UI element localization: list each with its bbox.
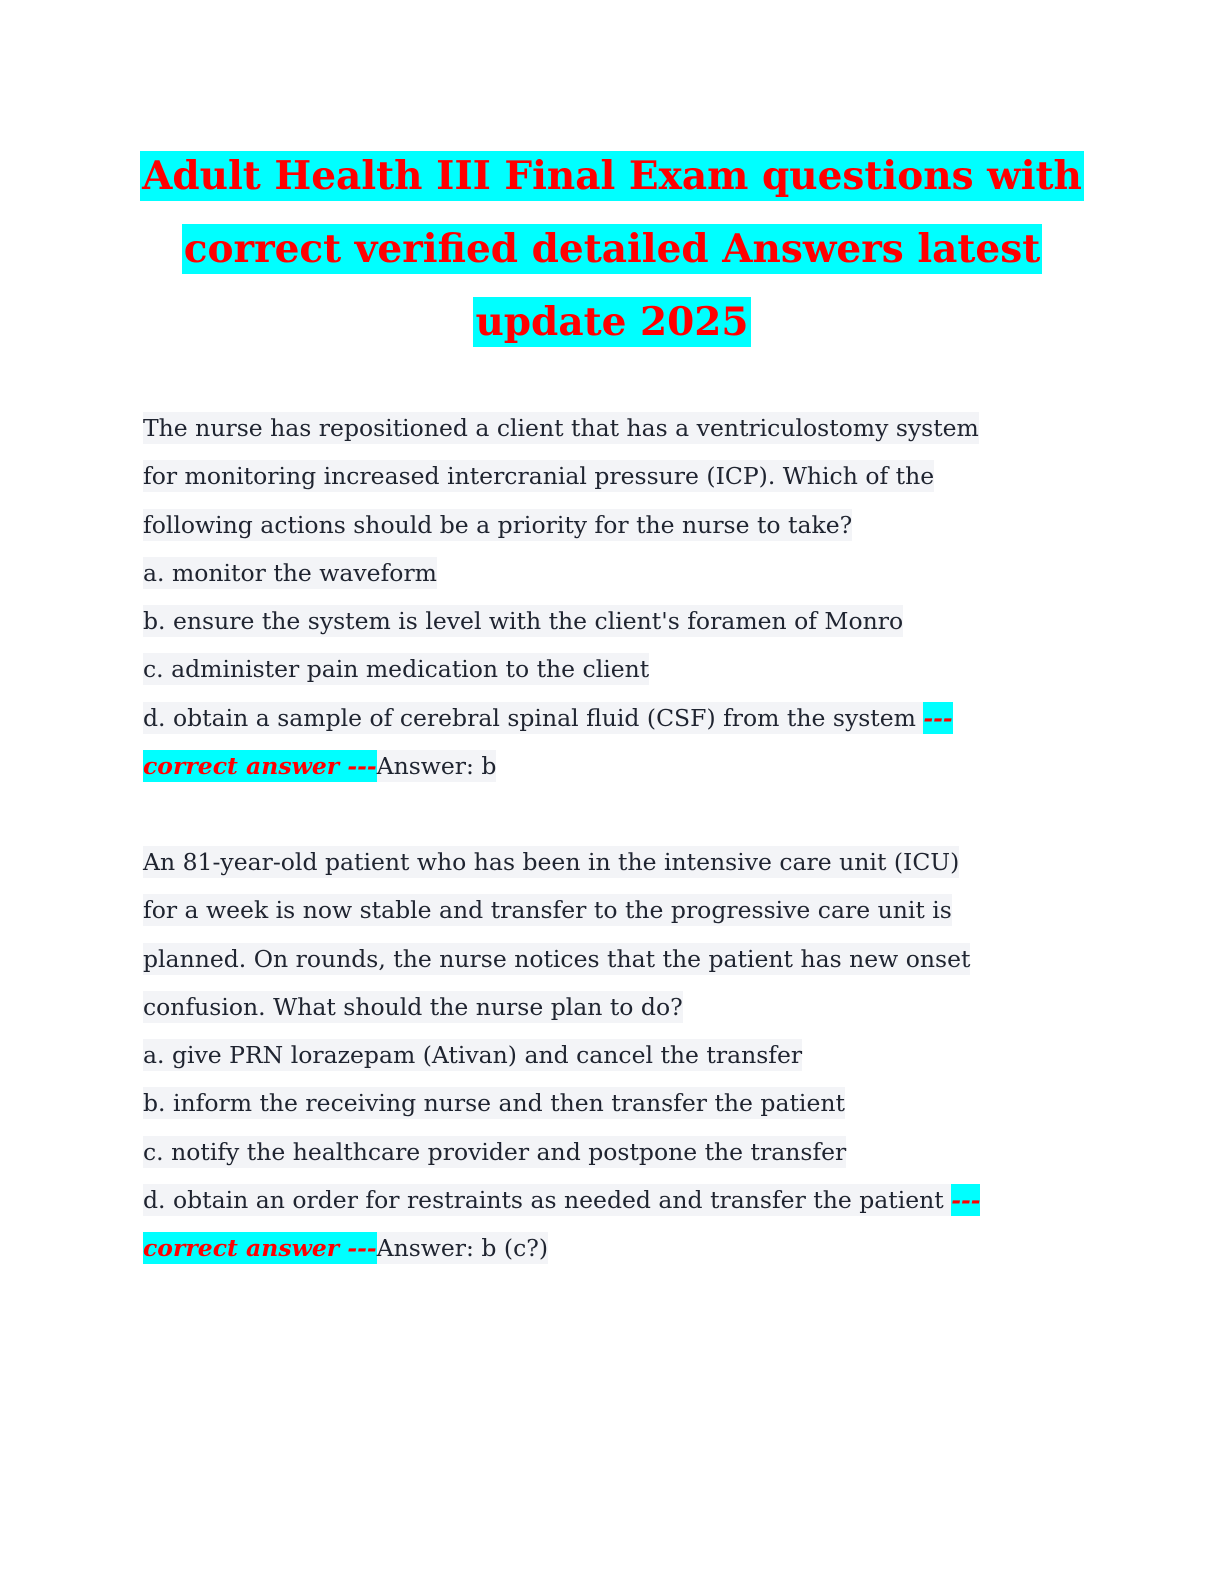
title-line-2: correct verified detailed Answers latest [183,226,1041,272]
answer-option-a: a. monitor the waveform [143,558,437,587]
title-line-1: Adult Health III Final Exam questions with [142,153,1082,199]
question-stem-line: An 81-year-old patient who has been in the intensive care unit (ICU) [143,848,960,876]
question-stem-line: following actions should be a priority for the nurse to take? [143,510,853,539]
document-title [0,140,1224,359]
correct-answer-marker: correct answer --- [143,752,377,781]
correct-answer-marker-start: --- [923,703,953,732]
question-stem-line: confusion. What should the nurse plan to do? [143,992,683,1021]
question-2 [143,838,1083,1273]
answer-option-d: d. obtain an order for restraints as needed and transfer the patient --- [143,1186,981,1215]
question-stem-line: for monitoring increased intercranial pressure (ICP). Which of the [143,462,935,491]
question-stem-line: The nurse has repositioned a client that has a ventriculostomy system [143,414,979,442]
correct-answer-marker-start: --- [951,1186,981,1215]
question-1 [143,404,1083,790]
question-stem-line: for a week is now stable and transfer to the progressive care unit is [143,896,952,925]
answer-text: Answer: b (c?) [376,1234,549,1263]
correct-answer-line [143,1224,1083,1272]
answer-text: Answer: b [376,752,497,781]
answer-option-c: c. notify the healthcare provider and postpone the transfer [143,1137,847,1166]
answer-option-d: d. obtain a sample of cerebral spinal fluid (CSF) from the system --- [143,703,953,732]
answer-option-b: b. inform the receiving nurse and then transfer the patient [143,1089,845,1118]
question-stem-line: planned. On rounds, the nurse notices that the patient has new onset [143,944,971,973]
correct-answer-line [143,742,1083,790]
correct-answer-marker: correct answer --- [143,1234,377,1263]
answer-option-b: b. ensure the system is level with the client's foramen of Monro [143,607,904,636]
title-line-3: update 2025 [475,299,749,345]
answer-option-c: c. administer pain medication to the client [143,655,650,684]
answer-option-a: a. give PRN lorazepam (Ativan) and cancel the transfer [143,1041,803,1070]
